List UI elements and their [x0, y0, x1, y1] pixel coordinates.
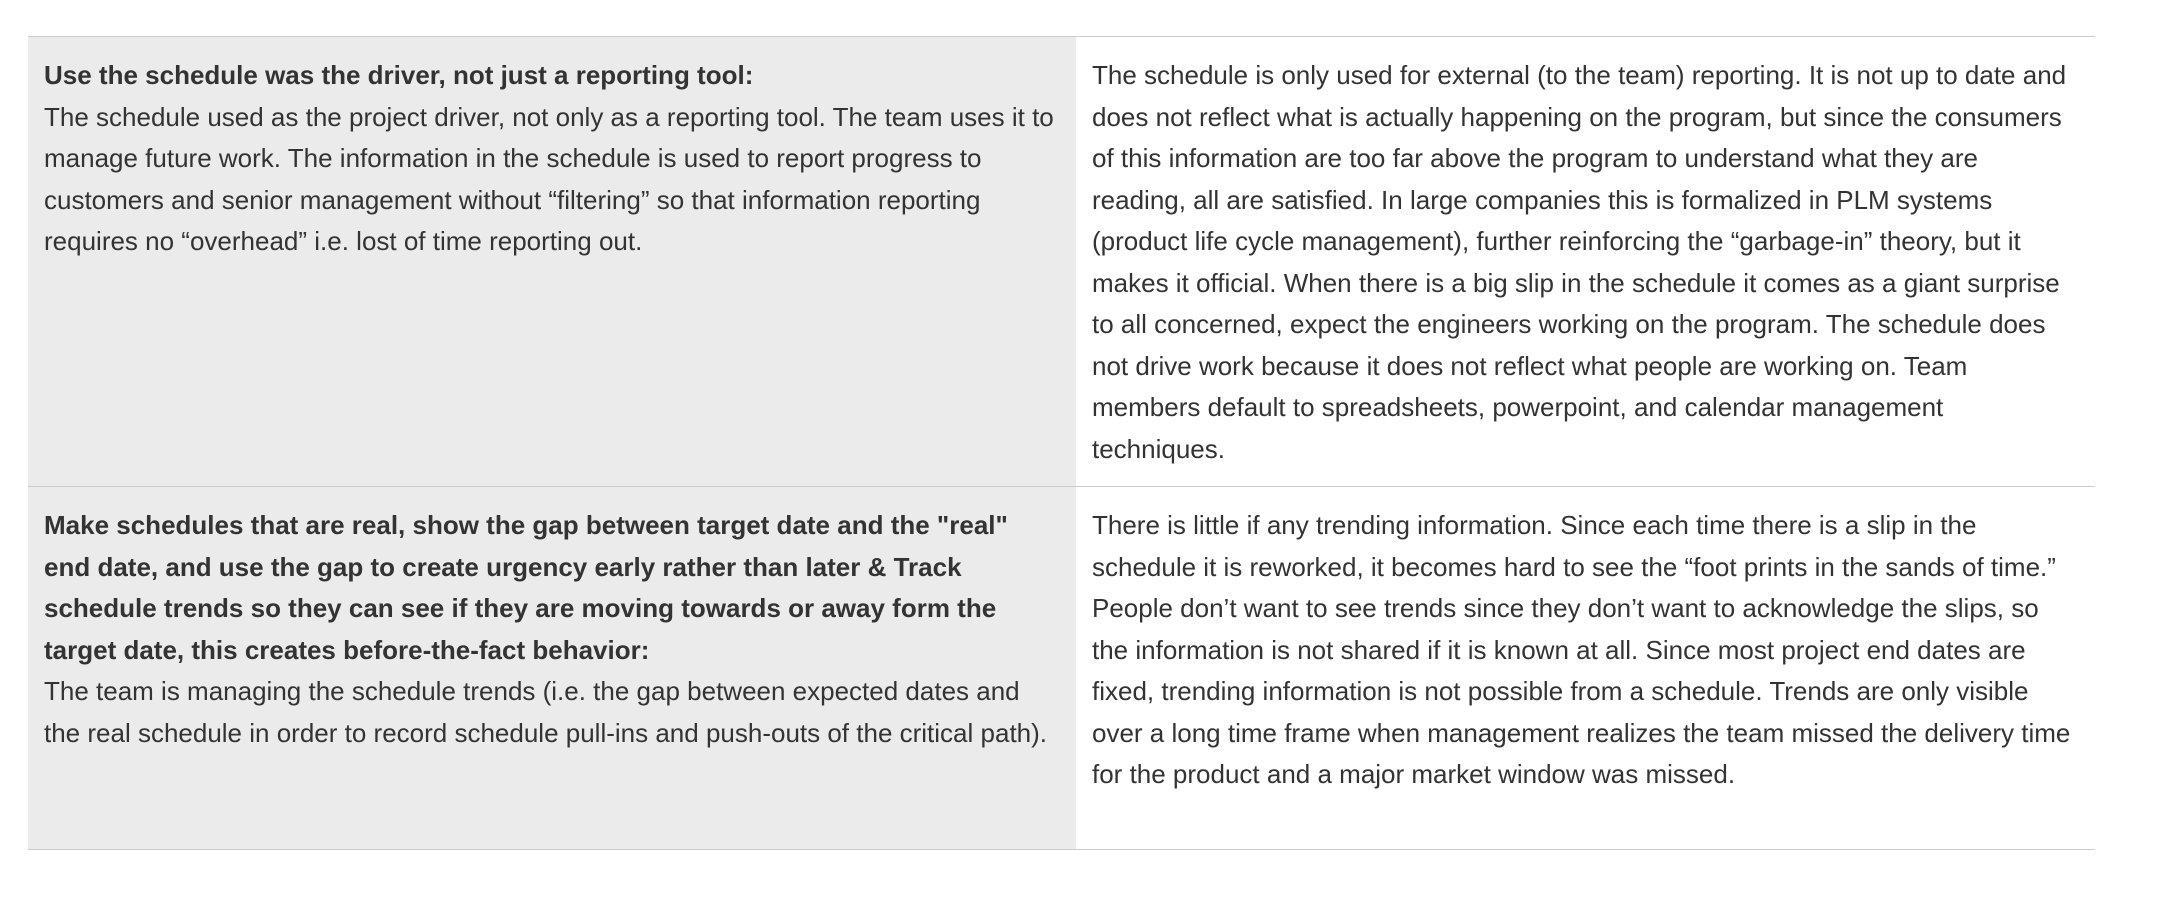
contrast-description: There is little if any trending information. Since each time there is a slip in the schedule it is reworked, it becomes hard to see the “foot prints in the sands of time.” People don’t want to see trends since they don’t want to acknowledge the slips, so the information is not shared if it is known at all. Since most project end dates are fixed, trending information is not possible from a schedule. Trends are only visible over a long time frame when management realizes the team missed the delivery time for the product and a major market window was missed.: [1092, 510, 2071, 789]
practice-description: The schedule used as the project driver, not only as a reporting tool. The team uses it to manage future work. The information in the schedule is used to report progress to customers and senior management without “filtering” so that information reporting requires no “overhead” i.e. lost of time reporting out.: [44, 101, 1054, 256]
contrast-cell: [1076, 37, 2095, 486]
table-row: [28, 487, 2095, 850]
practice-description: The team is managing the schedule trends (i.e. the gap between expected dates and the real schedule in order to record schedule pull-ins and push-outs of the critical path).: [44, 676, 1048, 748]
practice-cell: [28, 487, 1076, 849]
comparison-table: [28, 36, 2095, 850]
practice-cell: [28, 37, 1076, 486]
contrast-description: The schedule is only used for external (to the team) reporting. It is not up to date and does not reflect what is actually happening on the program, but since the consumers of this information are too far above the program to understand what they are reading, all are satisfied. In large companies this is formalized in PLM systems (product life cycle management), further reinforcing the “garbage-in” theory, but it makes it official. When there is a big slip in the schedule it comes as a giant surprise to all concerned, expect the engineers working on the program. The schedule does not drive work because it does not reflect what people are working on. Team members default to spreadsheets, powerpoint, and calendar management techniques.: [1092, 60, 2067, 464]
practice-heading: Use the schedule was the driver, not just a reporting tool:: [44, 60, 754, 90]
table-row: [28, 37, 2095, 487]
contrast-cell: [1076, 487, 2095, 849]
practice-heading: Make schedules that are real, show the gap between target date and the "real" end date, and use the gap to create urgency early rather than later & Track schedule trends so they can see if they are moving towards or away form the target date, this creates before-the-fact behavior:: [44, 510, 1008, 665]
